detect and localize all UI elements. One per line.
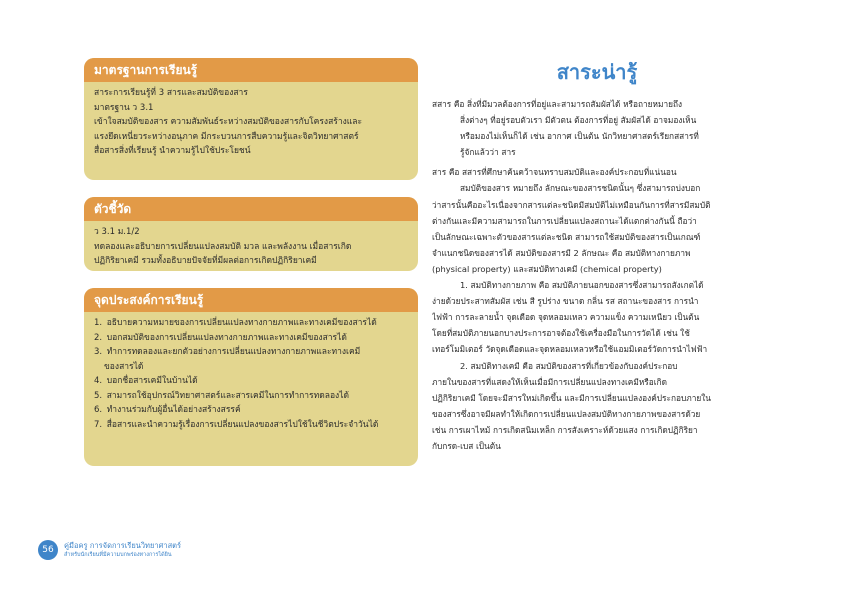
indicators-heading: ตัวชี้วัด xyxy=(84,197,418,221)
indicators-line: ทดลองและอธิบายการเปลี่ยนแปลงสมบัติ มวล และพลังงาน เมื่อสารเกิด xyxy=(94,241,352,252)
content-line: ง่ายด้วยประสาทสัมผัส เช่น สี รูปร่าง ขนาด กลิ่น รส สถานะของสาร การนำ xyxy=(432,296,699,307)
objective-item xyxy=(94,389,408,404)
objective-text: บอกชื่อสารเคมีในบ้านได้ xyxy=(106,376,198,386)
content-line: (physical property) และสมบัติทางเคมี (chemical property) xyxy=(432,263,662,274)
content-line: สิ่งต่างๆ ที่อยู่รอบตัวเรา มีตัวตน ต้องการที่อยู่ สัมผัสได้ อาจมองเห็น xyxy=(460,115,697,126)
standards-line: แรงยึดเหนี่ยวระหว่างอนุภาค มีกระบวนการสืบความรู้และจิตวิทยาศาสตร์ xyxy=(94,131,359,142)
objective-text: บอกสมบัติของการเปลี่ยนแปลงทางกายภาพและทางเคมีของสารได้ xyxy=(106,332,347,343)
content-line: ต่างกันและมีความสามารถในการเปลี่ยนแปลงสถานะได้แตกต่างกันนี้ ถือว่า xyxy=(432,215,697,226)
objective-item xyxy=(94,345,408,360)
content-line: สมบัติของสาร หมายถึง ลักษณะของสารชนิดนั้นๆ ซึ่งสามารถบ่งบอก xyxy=(460,183,701,194)
content-line: หรือมองไม่เห็นก็ได้ เช่น อากาศ เป็นต้น นักวิทยาศาสตร์เรียกสสารที่ xyxy=(460,131,699,142)
objective-number: 1. xyxy=(94,318,103,328)
content-line: สาร คือ สสารที่ศึกษาค้นคว้าจนทราบสมบัติและองค์ประกอบที่แน่นอน xyxy=(432,167,677,178)
objective-text: ทำงานร่วมกับผู้อื่นได้อย่างสร้างสรรค์ xyxy=(106,405,241,415)
content-line: เป็นลักษณะเฉพาะตัวของสารแต่ละชนิด สามารถใช้สมบัติของสารเป็นเกณฑ์ xyxy=(432,231,701,242)
objectives-heading: จุดประสงค์การเรียนรู้ xyxy=(84,288,418,312)
objective-item xyxy=(94,331,408,346)
content-line: จำแนกชนิดของสารได้ สมบัติของสารมี 2 ลักษณะ คือ สมบัติทางกายภาพ xyxy=(432,247,691,258)
standards-line: มาตรฐาน ว 3.1 xyxy=(94,102,154,113)
objective-text: สื่อสารและนำความรู้เรื่องการเปลี่ยนแปลงของสารไปใช้ในชีวิตประจำวันได้ xyxy=(106,419,379,430)
content-line: 1. สมบัติทางกายภาพ คือ สมบัติภายนอกของสารซึ่งสามารถสังเกตได้ xyxy=(460,280,704,291)
standards-card xyxy=(84,58,418,180)
content-line: ไฟฟ้า การละลายน้ำ จุดเดือด จุดหลอมเหลว ความแข็ง ความเหนียว เป็นต้น xyxy=(432,312,700,323)
objective-text: อธิบายความหมายของการเปลี่ยนแปลงทางกายภาพและทางเคมีของสารได้ xyxy=(106,318,377,328)
footer-title: คู่มือครู การจัดการเรียนวิทยาศาสตร์ xyxy=(64,541,182,550)
objective-number: 5. xyxy=(94,390,103,401)
content-line: เช่น การเผาไหม้ การเกิดสนิมเหล็ก การสังเคราะห์ด้วยแสง การเกิดปฏิกิริยา xyxy=(432,424,698,435)
content-line: เทอร์โมมิเตอร์ วัดจุดเดือดและจุดหลอมเหลวหรือใช้แอมมิเตอร์วัดการนำไฟฟ้า xyxy=(432,344,708,355)
standards-line: สื่อสารสิ่งที่เรียนรู้ นำความรู้ไปใช้ประโยชน์ xyxy=(94,146,251,156)
objective-text: ทำการทดลองและยกตัวอย่างการเปลี่ยนแปลงทางกายภาพและทางเคมี xyxy=(106,347,361,357)
footer-subtitle: สำหรับนักเรียนที่มีความบกพร่องทางการได้ยิน xyxy=(64,552,172,558)
objective-number: 7. xyxy=(94,419,103,430)
content-line: ของสารซึ่งอาจมีผลทำให้เกิดการเปลี่ยนแปลงสมบัติทางกายภาพของสารด้วย xyxy=(432,408,701,419)
objective-number: 6. xyxy=(94,405,103,415)
objective-number: 3. xyxy=(94,347,103,357)
objectives-list xyxy=(94,316,408,432)
content-line: ปฏิกิริยาเคมี โดยจะมีสารใหม่เกิดขึ้น และมีการเปลี่ยนแปลงองค์ประกอบภายใน xyxy=(432,392,711,403)
content-line: ภายในของสารที่แสดงให้เห็นเมื่อมีการเปลี่ยนแปลงทางเคมีหรือเกิด xyxy=(432,376,667,387)
objectives-card xyxy=(84,288,418,466)
content-line: รู้จักแล้วว่า สาร xyxy=(460,147,516,158)
indicators-card xyxy=(84,197,418,271)
objective-item-continuation xyxy=(94,360,408,375)
indicators-line: ว 3.1 ม.1/2 xyxy=(94,227,140,237)
content-section xyxy=(432,56,762,454)
standards-body xyxy=(84,82,418,165)
standards-line: เข้าใจสมบัติของสาร ความสัมพันธ์ระหว่างสมบัติของสารกับโครงสร้างและ xyxy=(94,117,363,127)
content-line: โดยที่สมบัติภายนอกบางประการอาจต้องใช้เครื่องมือในการวัดได้ เช่น ใช้ xyxy=(432,328,690,339)
content-line: ว่าสารนั้นคืออะไรเนื่องจากสารแต่ละชนิดมีสมบัติไม่เหมือนกันการที่สารมีสมบัติ xyxy=(432,199,711,210)
objective-item xyxy=(94,374,408,389)
page-number: 56 xyxy=(38,540,58,560)
indicators-body xyxy=(84,221,418,271)
content-title: สาระน่ารู้ xyxy=(556,60,638,84)
objective-item xyxy=(94,316,408,331)
objective-number: 2. xyxy=(94,332,103,343)
content-line: สสาร คือ สิ่งที่มีมวลต้องการที่อยู่และสามารถสัมผัสได้ หรือถายหมายถึง xyxy=(432,99,683,109)
indicators-line: ปฏิกิริยาเคมี รวมทั้งอธิบายปัจจัยที่มีผลต่อการเกิดปฏิกิริยาเคมี xyxy=(94,256,317,266)
content-line: กับกรด-เบส เป็นต้น xyxy=(432,440,501,451)
content-body xyxy=(432,96,762,454)
standards-line: สาระการเรียนรู้ที่ 3 สารและสมบัติของสาร xyxy=(94,88,248,98)
objective-item xyxy=(94,403,408,418)
objective-number: 4. xyxy=(94,376,103,386)
content-line: 2. สมบัติทางเคมี คือ สมบัติของสารที่เกี่ยวข้องกับองค์ประกอบ xyxy=(460,360,678,371)
objective-item xyxy=(94,418,408,433)
objective-text-continuation: ของสารได้ xyxy=(104,361,144,372)
objective-text: สามารถใช้อุปกรณ์วิทยาศาสตร์และสารเคมีในการทำการทดลองได้ xyxy=(106,390,350,401)
objectives-body xyxy=(84,312,418,438)
standards-heading: มาตรฐานการเรียนรู้ xyxy=(84,58,418,82)
